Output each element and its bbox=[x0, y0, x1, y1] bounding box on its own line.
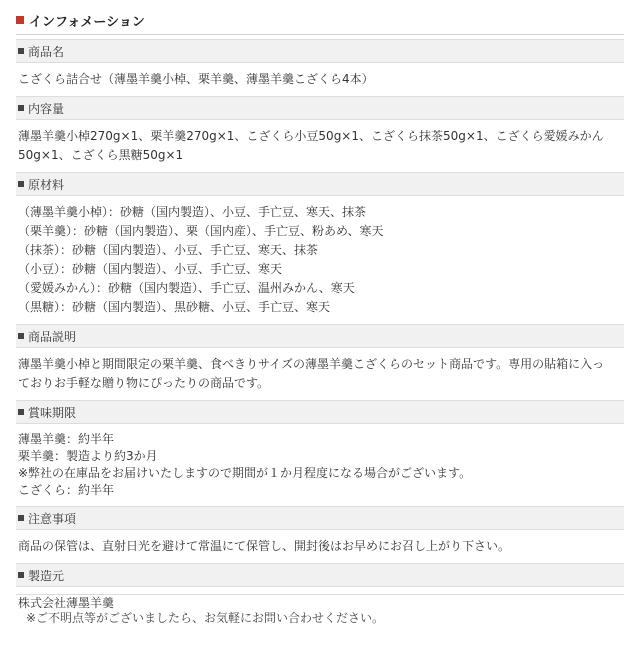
section-line: 株式会社薄墨羊羹 bbox=[18, 596, 115, 610]
section-title: 注意事項 bbox=[28, 511, 77, 526]
section-head bbox=[16, 506, 624, 530]
section-head bbox=[16, 324, 624, 348]
section-head bbox=[16, 400, 624, 424]
section-line: （小豆）：砂糖（国内製造）、小豆、手亡豆、寒天 bbox=[18, 262, 283, 276]
section-description bbox=[16, 324, 624, 400]
section-body bbox=[16, 120, 624, 172]
section-body bbox=[16, 348, 624, 400]
section-title: 商品説明 bbox=[28, 329, 77, 344]
square-bullet-icon bbox=[18, 333, 24, 339]
section-title: 商品名 bbox=[28, 44, 65, 59]
section-title: 内容量 bbox=[28, 101, 65, 116]
section-product-name bbox=[16, 39, 624, 96]
section-line: こざくら詰合せ（薄墨羊羹小棹、栗羊羹、薄墨羊羹こざくら4本） bbox=[18, 72, 374, 86]
section-line: （栗羊羹）：砂糖（国内製造）、栗（国内産）、手亡豆、粉あめ、寒天 bbox=[18, 224, 384, 238]
section-best-before bbox=[16, 400, 624, 506]
footer-divider bbox=[16, 594, 624, 595]
section-contents bbox=[16, 96, 624, 172]
section-line: 薄墨羊羹小棹270g×1、栗羊羹270g×1、こざくら小豆50g×1、こざくら抹茶50g×1、こざくら愛媛みかん bbox=[18, 129, 604, 143]
red-square-icon bbox=[16, 16, 24, 24]
information-page bbox=[0, 6, 640, 646]
square-bullet-icon bbox=[18, 572, 24, 578]
section-notes bbox=[16, 506, 624, 563]
section-body bbox=[16, 63, 624, 96]
info-title: インフォメーション bbox=[29, 14, 145, 30]
square-bullet-icon bbox=[18, 181, 24, 187]
section-head bbox=[16, 39, 624, 63]
section-line: 薄墨羊羹：約半年 bbox=[18, 432, 115, 446]
square-bullet-icon bbox=[18, 409, 24, 415]
section-head bbox=[16, 172, 624, 196]
section-title: 賞味期限 bbox=[28, 405, 77, 420]
section-head bbox=[16, 96, 624, 120]
section-body bbox=[16, 530, 624, 563]
square-bullet-icon bbox=[18, 105, 24, 111]
section-title: 製造元 bbox=[28, 568, 65, 583]
section-ingredients bbox=[16, 172, 624, 324]
contact-note: ※ご不明点等がございましたら、お気軽にお問い合わせください。 bbox=[26, 611, 385, 625]
section-line: （薄墨羊羹小棹）：砂糖（国内製造）、小豆、手亡豆、寒天、抹茶 bbox=[18, 205, 367, 219]
section-line: 薄墨羊羹小棹と期間限定の栗羊羹、食べきりサイズの薄墨羊羹こざくらのセット商品です。専用の貼箱に入っ bbox=[18, 357, 605, 371]
section-body bbox=[16, 424, 624, 506]
section-line: （愛媛みかん）：砂糖（国内製造）、手亡豆、温州みかん、寒天 bbox=[18, 281, 355, 295]
info-header bbox=[16, 6, 624, 35]
section-body bbox=[16, 196, 624, 324]
section-title: 原材料 bbox=[28, 177, 65, 192]
section-head bbox=[16, 563, 624, 587]
section-line: （抹茶）：砂糖（国内製造）、小豆、手亡豆、寒天、抹茶 bbox=[18, 243, 319, 257]
section-line: 50g×1、こざくら黒糖50g×1 bbox=[18, 148, 184, 162]
section-line: 商品の保管は、直射日光を避けて常温にて保管し、開封後はお早めにお召し上がり下さい。 bbox=[18, 539, 511, 553]
section-line: （黒糖）：砂糖（国内製造）、黒砂糖、小豆、手亡豆、寒天 bbox=[18, 300, 331, 314]
square-bullet-icon bbox=[18, 48, 24, 54]
square-bullet-icon bbox=[18, 515, 24, 521]
section-line: ※弊社の在庫品をお届けいたしますので期間が１か月程度になる場合がございます。 bbox=[18, 466, 472, 480]
section-line: ておりお手軽な贈り物にぴったりの商品です。 bbox=[18, 376, 270, 390]
section-line: 栗羊羹：製造より約3か月 bbox=[18, 449, 158, 463]
section-line: こざくら：約半年 bbox=[18, 483, 115, 497]
